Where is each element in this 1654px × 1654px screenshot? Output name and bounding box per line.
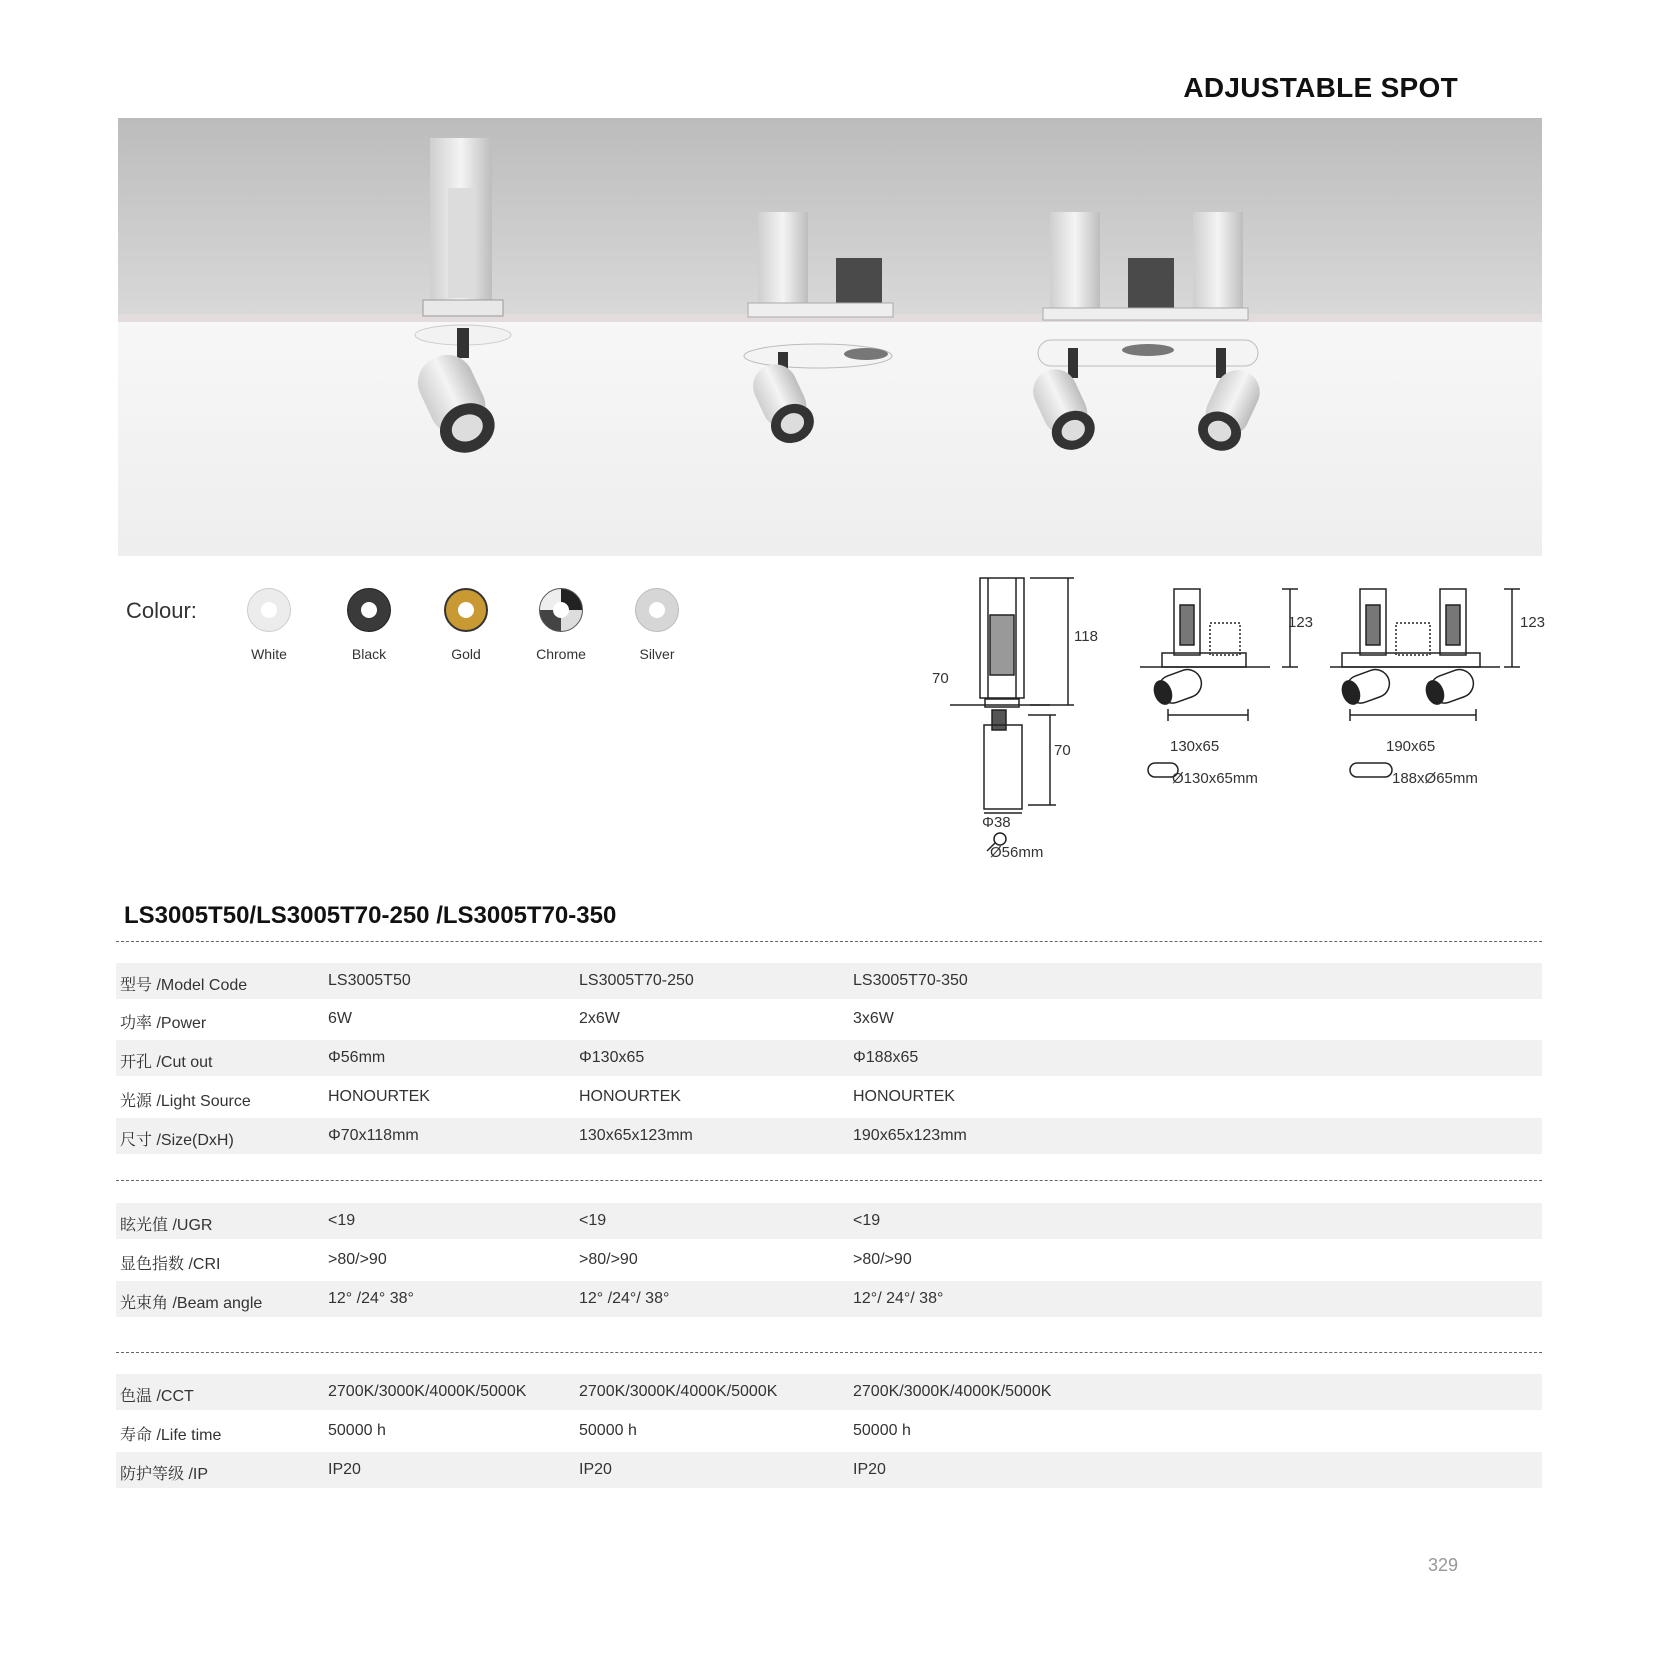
colour-name: Gold xyxy=(451,646,481,662)
spec-row-life-time xyxy=(116,1413,1542,1449)
cutout-single: Ø56mm xyxy=(990,844,1044,861)
colour-option-gold[interactable] xyxy=(435,588,497,662)
spec-value: 2x6W xyxy=(579,1010,620,1027)
dimension-width-single: 70 xyxy=(932,670,949,687)
colour-name: Chrome xyxy=(536,646,586,662)
spec-value: LS3005T50 xyxy=(328,972,411,989)
spec-label: 光束角 /Beam angle xyxy=(120,1295,263,1312)
dimension-body-height: 70 xyxy=(1054,742,1071,759)
spec-row-ip xyxy=(116,1452,1542,1488)
product-hero-image xyxy=(118,118,1542,556)
spec-label: 功率 /Power xyxy=(120,1015,207,1032)
spec-value: 2700K/3000K/4000K/5000K xyxy=(853,1383,1052,1400)
divider xyxy=(116,941,1542,942)
spec-row-cct xyxy=(116,1374,1542,1410)
spec-value: >80/>90 xyxy=(853,1251,912,1268)
spec-value: Φ188x65 xyxy=(853,1049,919,1066)
colour-option-black[interactable] xyxy=(338,588,400,662)
gold-swatch-icon xyxy=(444,588,488,632)
black-swatch-icon xyxy=(347,588,391,632)
spec-value: 3x6W xyxy=(853,1010,894,1027)
spec-value: 12° /24°/ 38° xyxy=(579,1290,670,1307)
technical-drawings xyxy=(930,575,1570,875)
spec-label: 开孔 /Cut out xyxy=(120,1054,213,1071)
spec-value: 2700K/3000K/4000K/5000K xyxy=(328,1383,527,1400)
spec-value: 130x65x123mm xyxy=(579,1127,693,1144)
spec-row-ugr xyxy=(116,1203,1542,1239)
spec-label: 光源 /Light Source xyxy=(120,1093,251,1110)
spec-row-beam-angle xyxy=(116,1281,1542,1317)
dimension-height-double: 123 xyxy=(1288,614,1314,631)
spec-value: 50000 h xyxy=(328,1422,386,1439)
spec-label: 型号 /Model Code xyxy=(120,977,248,994)
spec-value: Φ130x65 xyxy=(579,1049,645,1066)
spec-label: 显色指数 /CRI xyxy=(120,1256,221,1273)
spec-value: <19 xyxy=(579,1212,607,1229)
white-swatch-icon xyxy=(247,588,291,632)
spec-value: 12° /24° 38° xyxy=(328,1290,414,1307)
page-title: ADJUSTABLE SPOT xyxy=(1183,72,1458,103)
spec-value: Φ56mm xyxy=(328,1049,386,1066)
spec-value: <19 xyxy=(853,1212,881,1229)
spec-label: 尺寸 /Size(DxH) xyxy=(120,1132,234,1149)
spec-value: 2700K/3000K/4000K/5000K xyxy=(579,1383,778,1400)
colour-name: Black xyxy=(351,646,387,662)
cutout-triple: 188xØ65mm xyxy=(1392,770,1478,787)
spec-label: 眩光值 /UGR xyxy=(120,1217,213,1234)
spec-value: LS3005T70-250 xyxy=(579,972,694,989)
spec-value: 6W xyxy=(328,1010,352,1027)
spec-value: 50000 h xyxy=(579,1422,637,1439)
colour-label: Colour: xyxy=(126,598,197,623)
spec-value: 50000 h xyxy=(853,1422,911,1439)
spec-value: LS3005T70-350 xyxy=(853,972,968,989)
colour-option-chrome[interactable] xyxy=(530,588,592,662)
dimension-height-triple: 123 xyxy=(1520,614,1546,631)
divider xyxy=(116,1352,1542,1353)
colour-option-white[interactable] xyxy=(238,588,300,662)
spec-value: IP20 xyxy=(328,1461,361,1478)
spec-label: 寿命 /Life time xyxy=(120,1427,222,1444)
silver-swatch-icon xyxy=(635,588,679,632)
spec-value: HONOURTEK xyxy=(328,1088,430,1105)
spec-value: >80/>90 xyxy=(328,1251,387,1268)
dimension-size-triple: 190x65 xyxy=(1386,738,1436,755)
spec-value: 190x65x123mm xyxy=(853,1127,967,1144)
model-title: LS3005T50/LS3005T70-250 /LS3005T70-350 xyxy=(124,902,617,929)
spec-label: 防护等级 /IP xyxy=(120,1466,209,1483)
spec-row-cut-out xyxy=(116,1040,1542,1076)
spec-value: 12°/ 24°/ 38° xyxy=(853,1290,944,1307)
spec-value: <19 xyxy=(328,1212,356,1229)
spec-label: 色温 /CCT xyxy=(120,1388,194,1405)
colour-name: White xyxy=(251,646,287,662)
chrome-swatch-icon xyxy=(539,588,583,632)
spec-value: HONOURTEK xyxy=(853,1088,955,1105)
divider xyxy=(116,1180,1542,1181)
spec-value: IP20 xyxy=(853,1461,886,1478)
dimension-height-single: 118 xyxy=(1074,628,1098,645)
spec-row-model-code xyxy=(116,963,1542,999)
spec-value: HONOURTEK xyxy=(579,1088,681,1105)
colour-option-silver[interactable] xyxy=(626,588,688,662)
spec-row-light-source xyxy=(116,1079,1542,1115)
colour-name: Silver xyxy=(639,646,675,662)
dimension-drawing-icon xyxy=(930,575,1570,875)
spec-row-power xyxy=(116,1001,1542,1037)
cutout-double: Ø130x65mm xyxy=(1172,770,1258,787)
page-number: 329 xyxy=(1427,1555,1458,1575)
spec-row-cri xyxy=(116,1242,1542,1278)
spec-row-size xyxy=(116,1118,1542,1154)
dimension-size-double: 130x65 xyxy=(1170,738,1220,755)
spec-value: Φ70x118mm xyxy=(328,1127,419,1144)
dimension-diameter: Φ38 xyxy=(982,814,1011,831)
spec-value: >80/>90 xyxy=(579,1251,638,1268)
spec-value: IP20 xyxy=(579,1461,612,1478)
